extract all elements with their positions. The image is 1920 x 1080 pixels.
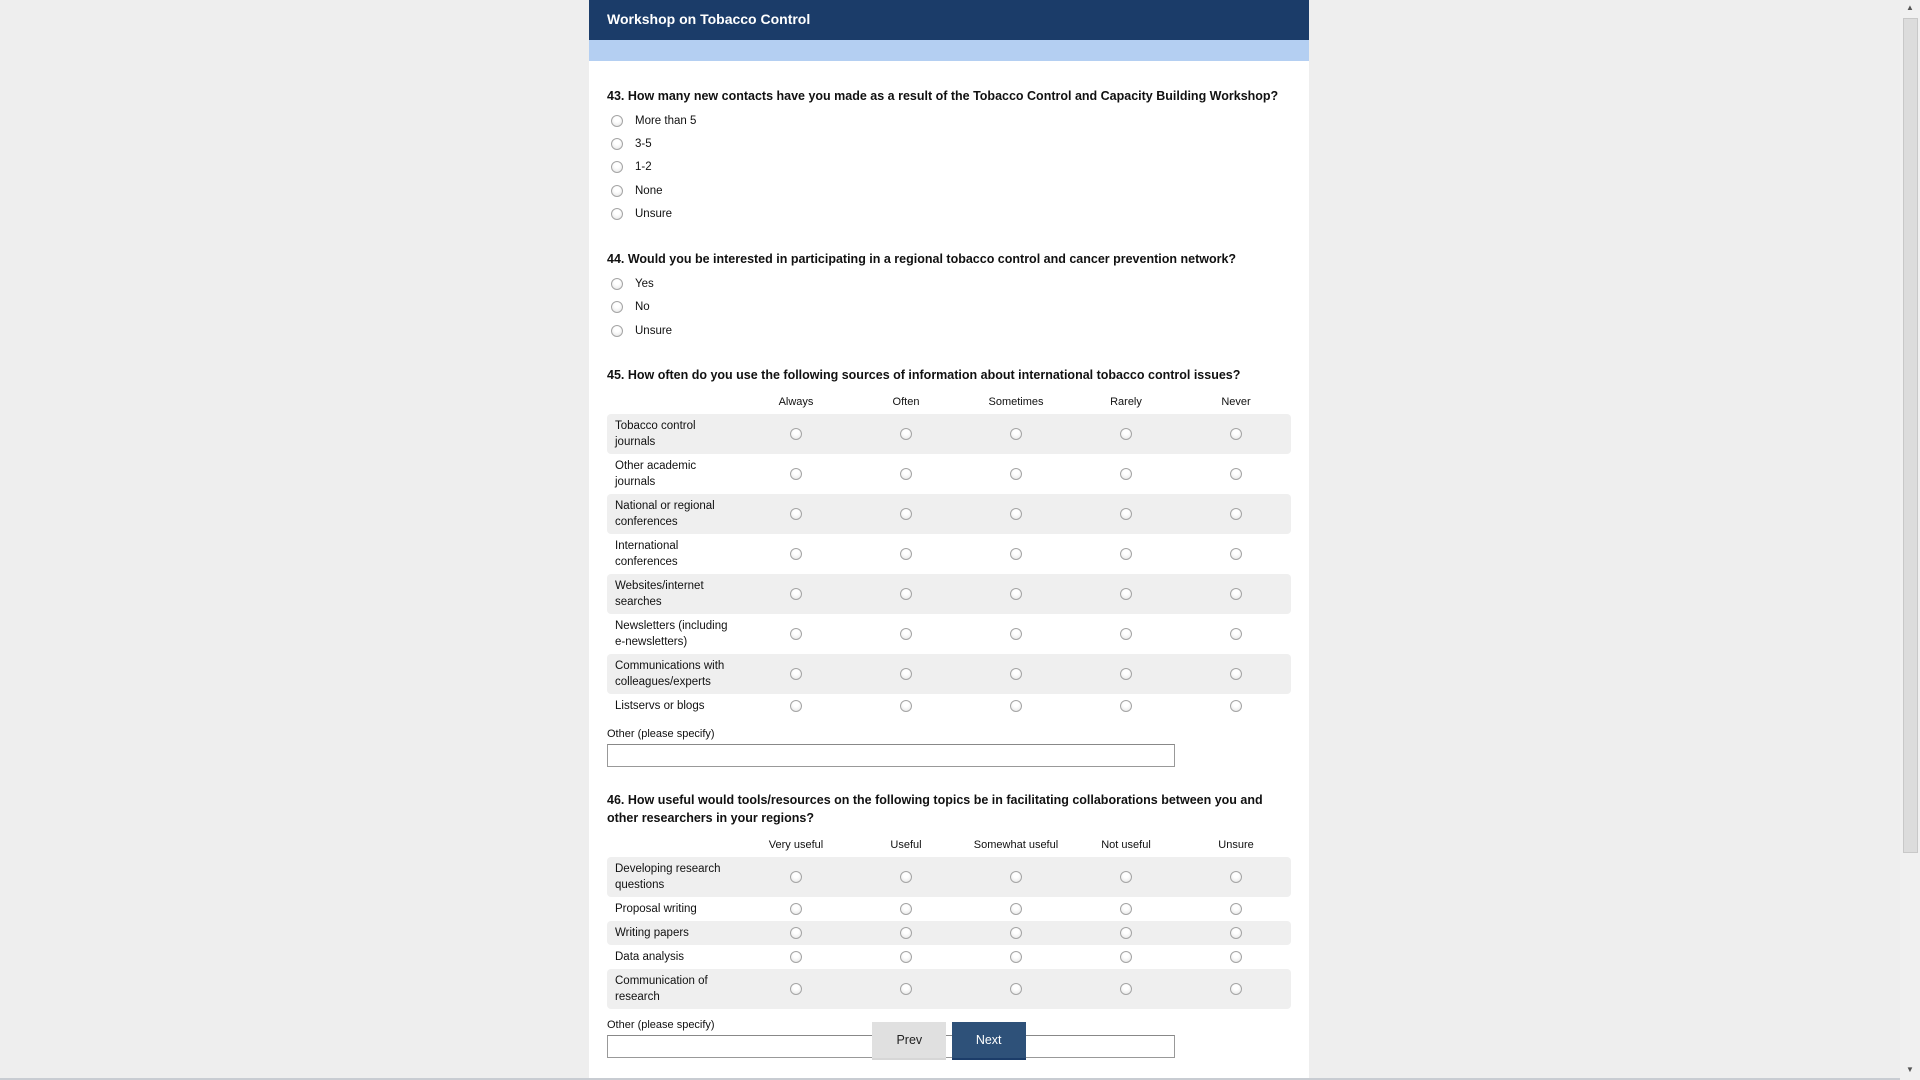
radio-button[interactable] [1010, 588, 1022, 600]
radio-button[interactable] [611, 161, 623, 173]
radio-button[interactable] [790, 628, 802, 640]
radio-button[interactable] [790, 508, 802, 520]
radio-button[interactable] [611, 278, 623, 290]
radio-button[interactable] [1010, 548, 1022, 560]
radio-button[interactable] [611, 185, 623, 197]
radio-button[interactable] [1230, 927, 1242, 939]
question-45-other-label: Other (please specify) [607, 728, 715, 741]
radio-button[interactable] [900, 983, 912, 995]
matrix-cell [1071, 534, 1181, 574]
matrix-cell [741, 897, 851, 921]
option-label: 3-5 [635, 137, 652, 150]
matrix-row [607, 574, 1291, 614]
column-header: Useful [890, 839, 922, 852]
matrix-cell [961, 654, 1071, 694]
radio-button[interactable] [1230, 700, 1242, 712]
radio-button[interactable] [1120, 927, 1132, 939]
radio-button[interactable] [790, 548, 802, 560]
option-item[interactable] [607, 272, 1291, 295]
radio-button[interactable] [1120, 508, 1132, 520]
column-header: Always [778, 396, 814, 409]
matrix-cell [741, 654, 851, 694]
radio-button[interactable] [1120, 903, 1132, 915]
option-item[interactable] [607, 319, 1291, 342]
radio-button[interactable] [900, 508, 912, 520]
matrix-row [607, 945, 1291, 969]
matrix-cell [1071, 945, 1181, 969]
matrix-cell [741, 414, 851, 454]
radio-button[interactable] [900, 951, 912, 963]
radio-button[interactable] [1120, 588, 1132, 600]
matrix-cell [1181, 857, 1291, 897]
question-46 [607, 791, 1291, 1058]
matrix-cell [1181, 414, 1291, 454]
option-item[interactable] [607, 179, 1291, 202]
matrix-cell [851, 414, 961, 454]
matrix-cell [851, 921, 961, 945]
matrix-row [607, 921, 1291, 945]
radio-button[interactable] [900, 871, 912, 883]
matrix-cell [1181, 969, 1291, 1009]
radio-button[interactable] [900, 903, 912, 915]
matrix-cell [961, 945, 1071, 969]
radio-button[interactable] [900, 588, 912, 600]
matrix-row [607, 654, 1291, 694]
matrix-cell [851, 945, 961, 969]
radio-button[interactable] [790, 871, 802, 883]
radio-button[interactable] [1120, 548, 1132, 560]
matrix-cell [741, 694, 851, 718]
option-label: None [635, 184, 663, 197]
matrix-row [607, 897, 1291, 921]
radio-button[interactable] [1010, 508, 1022, 520]
question-43-options [607, 109, 1291, 225]
option-label: More than 5 [635, 114, 697, 127]
survey-panel [589, 0, 1309, 1080]
matrix-cell [851, 857, 961, 897]
radio-button[interactable] [900, 428, 912, 440]
matrix-corner [607, 390, 741, 414]
column-header: Somewhat useful [973, 839, 1059, 852]
matrix-cell [961, 454, 1071, 494]
matrix-cell [1071, 897, 1181, 921]
column-header: Often [892, 396, 920, 409]
matrix-cell [961, 494, 1071, 534]
row-label: Communication of research [607, 969, 741, 1009]
matrix-cell [1071, 614, 1181, 654]
row-label: Newsletters (including e-newsletters) [615, 620, 728, 649]
matrix-cell [1181, 921, 1291, 945]
matrix-row [607, 857, 1291, 897]
matrix-cell [1071, 454, 1181, 494]
matrix-cell [741, 969, 851, 1009]
radio-button[interactable] [790, 927, 802, 939]
radio-button[interactable] [900, 927, 912, 939]
radio-button[interactable] [1120, 468, 1132, 480]
radio-button[interactable] [790, 668, 802, 680]
matrix-row [607, 969, 1291, 1009]
radio-button[interactable] [611, 325, 623, 337]
row-label: International conferences [615, 540, 679, 569]
radio-button[interactable] [1230, 548, 1242, 560]
matrix-cell [961, 534, 1071, 574]
radio-button[interactable] [1010, 951, 1022, 963]
matrix-cell [1071, 494, 1181, 534]
radio-button[interactable] [790, 588, 802, 600]
column-header: Never [1221, 396, 1251, 409]
prev-button[interactable]: Prev [872, 1022, 946, 1060]
matrix-cell [1181, 454, 1291, 494]
matrix-row [607, 614, 1291, 654]
radio-button[interactable] [1120, 700, 1132, 712]
radio-button[interactable] [790, 983, 802, 995]
matrix-cell [961, 921, 1071, 945]
matrix-cell [961, 857, 1071, 897]
matrix-cell [741, 574, 851, 614]
matrix-corner [607, 833, 741, 857]
matrix-cell [1071, 694, 1181, 718]
radio-button[interactable] [1010, 871, 1022, 883]
matrix-cell [961, 414, 1071, 454]
radio-button[interactable] [900, 628, 912, 640]
radio-button[interactable] [1120, 871, 1132, 883]
matrix-header-row [607, 833, 1291, 857]
radio-button[interactable] [611, 301, 623, 313]
matrix-cell [851, 897, 961, 921]
option-label: No [635, 301, 650, 314]
matrix-cell [1181, 574, 1291, 614]
matrix-cell [851, 694, 961, 718]
row-label: Communications with colleagues/experts [607, 654, 741, 694]
matrix-cell [741, 614, 851, 654]
row-label: Listservs or blogs [615, 700, 705, 713]
radio-button[interactable] [1230, 468, 1242, 480]
survey-title: Workshop on Tobacco Control [607, 11, 811, 27]
option-label: 1-2 [635, 161, 652, 174]
option-label: Yes [635, 278, 654, 291]
matrix-cell [851, 494, 961, 534]
row-label: Data analysis [615, 951, 685, 964]
radio-button[interactable] [1230, 871, 1242, 883]
row-label: Other academic journals [615, 460, 697, 489]
matrix-row [607, 414, 1291, 454]
question-45 [607, 366, 1291, 767]
matrix-cell [851, 574, 961, 614]
scroll-down-arrow-icon[interactable]: ▼ [1906, 1065, 1914, 1074]
radio-button[interactable] [1010, 428, 1022, 440]
radio-button[interactable] [1010, 468, 1022, 480]
matrix-cell [961, 694, 1071, 718]
radio-button[interactable] [611, 208, 623, 220]
radio-button[interactable] [1120, 668, 1132, 680]
radio-button[interactable] [1230, 628, 1242, 640]
column-header: Rarely [1110, 396, 1142, 409]
matrix-cell [1071, 969, 1181, 1009]
radio-button[interactable] [790, 903, 802, 915]
radio-button[interactable] [1230, 428, 1242, 440]
column-header: Unsure [1218, 839, 1254, 852]
option-label: Unsure [635, 324, 673, 337]
column-header: Not useful [1101, 839, 1151, 852]
matrix-row [607, 534, 1291, 574]
matrix-cell [1071, 414, 1181, 454]
question-46-title: 46. How useful would tools/resources on the following topics be in facilitating collaborations between you and other researchers in your regions? [607, 793, 1263, 826]
next-button[interactable]: Next [952, 1022, 1026, 1060]
radio-button[interactable] [611, 138, 623, 150]
radio-button[interactable] [1120, 628, 1132, 640]
radio-button[interactable] [1230, 588, 1242, 600]
matrix-cell [1071, 857, 1181, 897]
matrix-row [607, 694, 1291, 718]
row-label: Websites/internet searches [607, 574, 741, 614]
radio-button[interactable] [1230, 668, 1242, 680]
question-43 [607, 87, 1291, 225]
matrix-cell [851, 614, 961, 654]
radio-button[interactable] [790, 468, 802, 480]
radio-button[interactable] [1010, 668, 1022, 680]
vertical-scrollbar[interactable] [1900, 0, 1920, 1080]
radio-button[interactable] [611, 115, 623, 127]
matrix-cell [741, 857, 851, 897]
radio-button[interactable] [790, 951, 802, 963]
matrix-row [607, 454, 1291, 494]
matrix-cell [741, 534, 851, 574]
radio-button[interactable] [790, 700, 802, 712]
radio-button[interactable] [1230, 951, 1242, 963]
matrix-cell [1181, 614, 1291, 654]
matrix-cell [1071, 654, 1181, 694]
radio-button[interactable] [1120, 983, 1132, 995]
matrix-cell [741, 454, 851, 494]
scroll-up-arrow-icon[interactable]: ▲ [1906, 3, 1914, 12]
question-44-title: 44. Would you be interested in participating in a regional tobacco control and cancer prevention network? [607, 252, 1237, 267]
radio-button[interactable] [1010, 700, 1022, 712]
radio-button[interactable] [1010, 983, 1022, 995]
question-45-title: 45. How often do you use the following sources of information about international tobacco control issues? [607, 368, 1241, 383]
matrix-cell [961, 614, 1071, 654]
matrix-cell [741, 945, 851, 969]
radio-button[interactable] [790, 428, 802, 440]
row-label: Tobacco control journals [607, 414, 741, 454]
row-label: Developing research questions [607, 857, 741, 897]
matrix-cell [961, 574, 1071, 614]
matrix-cell [1181, 654, 1291, 694]
question-44-options [607, 272, 1291, 342]
radio-button[interactable] [1230, 903, 1242, 915]
question-46-other-label: Other (please specify) [607, 1019, 715, 1032]
matrix-cell [1181, 694, 1291, 718]
matrix-cell [1071, 574, 1181, 614]
matrix-row [607, 494, 1291, 534]
option-item[interactable] [607, 296, 1291, 319]
radio-button[interactable] [1230, 508, 1242, 520]
radio-button[interactable] [900, 548, 912, 560]
column-header: Very useful [768, 839, 824, 852]
option-item[interactable] [607, 132, 1291, 155]
row-label: Proposal writing [615, 903, 697, 916]
matrix-cell [741, 494, 851, 534]
radio-button[interactable] [1010, 903, 1022, 915]
survey-header [589, 0, 1309, 40]
question-44 [607, 250, 1291, 342]
option-label: Unsure [635, 207, 673, 220]
question-45-matrix [607, 390, 1291, 718]
question-46-matrix [607, 833, 1291, 1009]
matrix-header-row [607, 390, 1291, 414]
radio-button[interactable] [900, 700, 912, 712]
question-45-other-input[interactable] [607, 744, 1175, 767]
matrix-cell [1181, 945, 1291, 969]
matrix-cell [961, 969, 1071, 1009]
matrix-cell [851, 534, 961, 574]
radio-button[interactable] [900, 468, 912, 480]
row-label: National or regional conferences [607, 494, 741, 534]
column-header: Sometimes [988, 396, 1044, 409]
option-item[interactable] [607, 156, 1291, 179]
matrix-cell [851, 454, 961, 494]
matrix-cell [1181, 534, 1291, 574]
question-43-title: 43. How many new contacts have you made as a result of the Tobacco Control and Capacity Building Workshop? [607, 89, 1279, 103]
matrix-cell [1181, 897, 1291, 921]
matrix-cell [851, 654, 961, 694]
matrix-cell [741, 921, 851, 945]
row-label: Writing papers [607, 921, 741, 945]
radio-button[interactable] [900, 668, 912, 680]
option-item[interactable] [607, 109, 1291, 132]
radio-button[interactable] [1120, 428, 1132, 440]
navigation-buttons [589, 1022, 1309, 1060]
matrix-cell [1071, 921, 1181, 945]
radio-button[interactable] [1230, 983, 1242, 995]
option-item[interactable] [607, 202, 1291, 225]
matrix-cell [851, 969, 961, 1009]
matrix-cell [961, 897, 1071, 921]
radio-button[interactable] [1120, 951, 1132, 963]
scrollbar-thumb[interactable] [1903, 18, 1918, 853]
radio-button[interactable] [1010, 927, 1022, 939]
header-band [589, 40, 1309, 61]
matrix-cell [1181, 494, 1291, 534]
radio-button[interactable] [1010, 628, 1022, 640]
